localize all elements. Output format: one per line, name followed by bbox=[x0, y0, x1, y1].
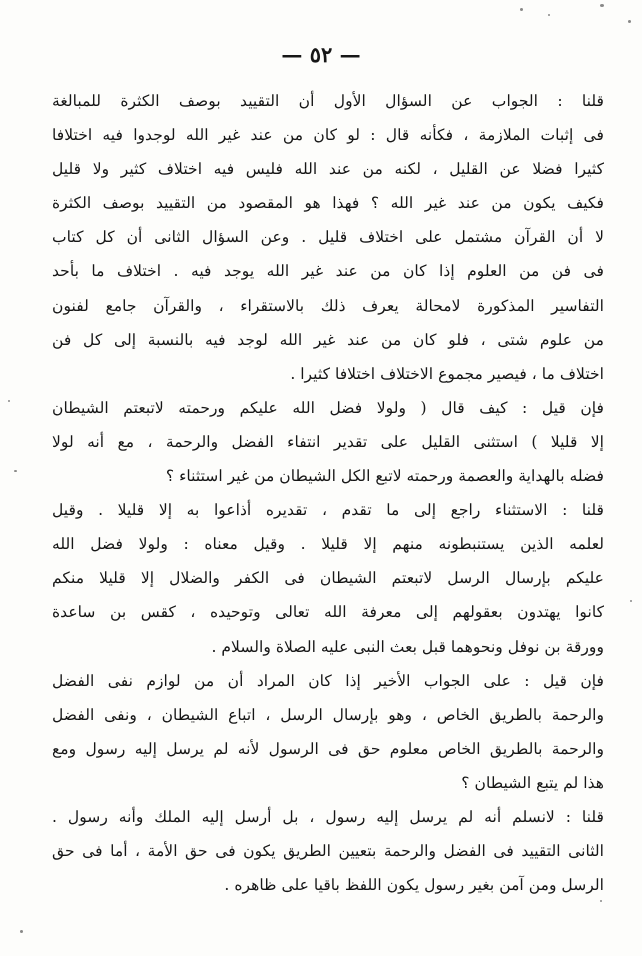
body-text bbox=[52, 84, 604, 902]
text-line: فى فن من العلوم إذا كان من عند غير الله يوجد فيه . اختلاف ما بأحد bbox=[52, 262, 604, 281]
text-line: وورقة بن نوفل ونحوهما قبل بعث النبى عليه الصلاة والسلام . bbox=[211, 637, 604, 656]
text-line: قلنا : الجواب عن السؤال الأول أن التقييد بوصف الكثرة للمبالغة bbox=[52, 92, 604, 110]
text-line: كانوا يهتدون بعقولهم إلى معرفة الله تعالى وتوحيده ، كقس بن ساعدة bbox=[52, 603, 604, 622]
text-line: قلنا : لانسلم أنه لم يرسل إليه رسول ، بل أرسل إليه الملك وأنه رسول . bbox=[52, 807, 604, 826]
text-line: كثيرا فضلا عن القليل ، لكنه من عند الله فليس فيه اختلاف كثير ولا قليل bbox=[52, 160, 604, 179]
text-line: فكيف يكون من عند غير الله ؟ فهذا هو المقصود من التقييد بوصف الكثرة bbox=[52, 194, 604, 213]
text-line: اختلاف ما ، فيصير مجموع الاختلاف اختلافا كثيرا . bbox=[290, 364, 604, 383]
text-line: لعلمه الذين يستنبطونه منهم إلا قليلا . وقيل معناه : ولولا فضل الله bbox=[52, 535, 604, 554]
text-line: والرحمة بالطريق الخاص معلوم حق فى الرسول لأنه لم يرسل إليه رسول ومع bbox=[52, 739, 604, 758]
text-line: الرسل ومن آمن بغير رسول يكون اللفظ باقيا على ظاهره . bbox=[224, 876, 604, 895]
text-line: الثانى التقييد فى الفضل والرحمة بتعيين الطريق يكون فى حق الأمة ، أما فى حق bbox=[52, 842, 604, 861]
scan-speck bbox=[630, 600, 632, 602]
text-line: إلا قليلا ) استثنى القليل على تقدير انتفاء الفضل والرحمة ، مع أنه لولا bbox=[52, 432, 604, 451]
text-line: من علوم شتى ، فلو كان من عند غير الله لوجد فيه بالنسبة إلى كل فن bbox=[52, 330, 604, 349]
scan-speck bbox=[14, 470, 17, 472]
scan-speck bbox=[600, 4, 604, 7]
text-line: فإن قيل : على الجواب الأخير إذا كان المراد أن من لوازم نفى الفضل bbox=[52, 671, 604, 690]
text-line: التفاسير المذكورة لامحالة يعرف ذلك بالاستقراء ، والقرآن جامع لفنون bbox=[52, 296, 604, 315]
text-line: فإن قيل : كيف قال ( ولولا فضل الله عليكم ورحمته لاتبعتم الشيطان bbox=[52, 398, 604, 417]
text-line: فى إثبات الملازمة ، فكأنه قال : لو كان من عند غير الله لوجدوا فيه اختلافا bbox=[52, 126, 604, 145]
page-number: — ٥٢ — bbox=[281, 42, 361, 67]
scan-speck bbox=[548, 14, 550, 16]
text-line: والرحمة بالطريق الخاص ، وهو بإرسال الرسل ، اتباع الشيطان ، ونفى الفضل bbox=[52, 705, 604, 724]
scan-speck bbox=[520, 8, 523, 11]
scan-speck bbox=[8, 400, 10, 402]
scan-speck bbox=[628, 20, 631, 23]
text-line: فضله بالهداية والعصمة ورحمته لاتبع الكل الشيطان من غير استثناء ؟ bbox=[165, 467, 604, 486]
scan-speck bbox=[20, 930, 23, 933]
text-line: قلنا : الاستثناء راجع إلى ما تقدم ، تقديره أذاعوا به إلا قليلا . وقيل bbox=[52, 501, 604, 520]
text-line: هذا لم يتبع الشيطان ؟ bbox=[461, 773, 604, 792]
text-line: لا أن القرآن مشتمل على اختلاف قليل . وعن السؤال الثانى أن كل كتاب bbox=[52, 228, 604, 247]
text-line: عليكم بإرسال الرسل لاتبعتم الشيطان فى الكفر والضلال إلا قليلا منكم bbox=[52, 569, 604, 588]
